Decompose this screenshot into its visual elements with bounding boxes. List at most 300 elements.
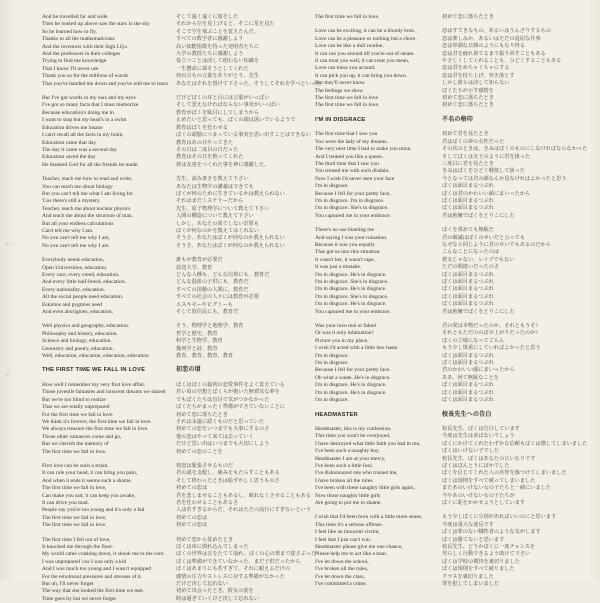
lyric-line: The feelings we show bbox=[315, 87, 364, 94]
lyric-line: The way that she looked the first time we met. bbox=[42, 588, 145, 595]
lyric-line: 科学と生物学、教育 bbox=[176, 338, 223, 345]
lyric-line: ぼくは面目まるつぶれ bbox=[442, 389, 494, 396]
lyric-line: 君はぼくの夢の女性だった bbox=[442, 138, 505, 145]
lyrics-stanza bbox=[176, 176, 304, 250]
lyric-line: The third time that I saw you bbox=[315, 160, 379, 167]
lyric-line: 今やあのいけない女の子たちが bbox=[442, 492, 515, 499]
lyric-line: No you can't tell me why I am, bbox=[42, 235, 110, 242]
lyric-line: 初めて恋に落ちたとき bbox=[176, 411, 228, 418]
song-title: HEADMASTER bbox=[315, 411, 358, 418]
lyric-line: もう少しぼくに分別があればいいのにと思います bbox=[442, 514, 557, 521]
lyric-line: We always treasure the first time we fall in love. bbox=[42, 426, 149, 433]
lyric-line: And saying I was your ruination. bbox=[315, 234, 388, 241]
lyric-line: 校長先生、ぼくはあなたの言いなりです bbox=[442, 455, 536, 462]
lyric-line: Oh what a waste. He's in disgrace. bbox=[315, 374, 391, 381]
lyric-line: 校長先生、どうかぼくに一度チャンスを bbox=[442, 544, 536, 550]
lyric-line: ただの間違いだったのさ bbox=[442, 264, 500, 271]
lyric-line: I'm in disgrace. He's in disgrace. bbox=[315, 301, 387, 308]
lyrics-stanza bbox=[176, 536, 317, 603]
lyric-line: 若い頃の空想とぼくらが抱いた無邪気な夢を bbox=[176, 389, 280, 396]
lyrics-stanza bbox=[176, 323, 304, 360]
lyric-line: My world came crashing down, it shook me to the core. bbox=[42, 551, 165, 558]
lyric-line: すべての国籍の人間に、教育だ bbox=[176, 286, 249, 293]
lyric-line: どんな人種も、どんな信仰にも、教育だ bbox=[176, 272, 270, 278]
lyric-line: Every race, every creed, education. bbox=[42, 272, 120, 278]
lyric-line: Are going to put me to shame. bbox=[315, 499, 382, 506]
lyric-line: 初めて恋から覚めたとき bbox=[176, 536, 234, 543]
lyrics-stanza bbox=[442, 426, 592, 507]
lyric-line: 初めて恋に落ちたとき bbox=[442, 95, 494, 102]
lyric-line: ぼくは君のかわいい顔にまいったから bbox=[442, 190, 531, 197]
lyric-line: 時は過ぎていくけど決して忘れない bbox=[176, 595, 260, 602]
lyric-line: 哲学と歴史、教育 bbox=[176, 330, 218, 337]
lyric-line: そうさ、あなたはぼくが何なのか教えられない bbox=[176, 242, 285, 249]
lyric-line: こんなことになったのは bbox=[442, 249, 500, 256]
lyric-line: It can rule your head, it can bring you pain, bbox=[42, 470, 138, 477]
lyric-line: 初めての恋をいつまでも大事にするのさ bbox=[176, 426, 270, 433]
lyric-line: It can treat you well, it can treat you mean, bbox=[315, 58, 410, 65]
lyric-line: ぼくは床に倒れ込んでしまった bbox=[176, 544, 249, 550]
lyric-line: That you've handed me down and you've told me to learn bbox=[42, 80, 169, 87]
lyric-line: どんな混血の子供にも、教育だ bbox=[176, 279, 249, 286]
lyric-line: もう少し慎重にしていればよかったと思う bbox=[442, 345, 541, 352]
lyric-line: 誰もが教育が必要だ bbox=[176, 257, 223, 264]
lyric-line: 先生、読み書きを教えて下さい bbox=[176, 176, 249, 183]
lyric-line: すべての数学者に感謝しよう bbox=[176, 36, 244, 43]
lyric-line: The first time we fall in love, bbox=[42, 514, 107, 521]
lyric-line: But they'll never know bbox=[315, 80, 366, 87]
lyric-line: その次のときは、きみはぼくのものにしなければならなかった bbox=[442, 146, 588, 153]
lyric-line: ぼくに恥をかかせようとしています bbox=[442, 499, 526, 506]
lyrics-stanza bbox=[315, 131, 433, 220]
lyric-line: でもぼくたちは盲目で気がつかなかった bbox=[176, 396, 270, 403]
lyric-line: 先生、原子物理学について教えて下さい bbox=[176, 205, 270, 212]
lyric-line: Headmaster, this is my confession. bbox=[315, 425, 392, 432]
lyric-line: 君は抱擁でぼくをとりこにした bbox=[442, 308, 515, 315]
lyric-line: I'm in disgrace. He's in disgrace. bbox=[315, 286, 387, 293]
lyric-line: そして終わったときは恥ずかしく思うものさ bbox=[176, 477, 280, 484]
lyric-line: だけど決して忘れない bbox=[176, 581, 228, 588]
lyric-line: I'm in disgrace. He's in disgrace. bbox=[315, 389, 387, 396]
lyrics-stanza bbox=[42, 257, 170, 316]
lyric-line: Well physics and geography, education. bbox=[42, 323, 130, 330]
lyric-line: Teacher, teach me how to read and write, bbox=[42, 176, 133, 183]
lyric-line: But oh, I'll never forget bbox=[42, 581, 94, 588]
lyric-line: Thanks to all the mathematicians bbox=[42, 36, 115, 43]
lyric-line: 恋は君をめちゃくちゃにする bbox=[442, 65, 510, 72]
lyric-line: Teacher, teach me about nuclear physics bbox=[42, 205, 131, 212]
lyric-line: We think it's forever, the first time we fall in love. bbox=[42, 418, 152, 425]
lyric-line: I've broken all the rules, bbox=[315, 566, 369, 573]
lyric-line: Headmaster please give me one chance, bbox=[315, 544, 403, 550]
lyric-line: そして遠く遠くに旅をした bbox=[176, 14, 239, 20]
lyric-line: ぼくは面目まるつぶれ bbox=[442, 397, 494, 404]
lyric-line: 人は若すぎるからだ、それはただの流行にすぎないという bbox=[176, 507, 311, 514]
lyrics-stanza bbox=[42, 537, 170, 603]
lyrics-stanza bbox=[42, 463, 170, 530]
lyrics-stanza bbox=[442, 131, 592, 220]
lyric-line: But we cherish the memory of bbox=[42, 441, 109, 448]
lyric-line: I've committed a crime. bbox=[315, 581, 367, 588]
lyric-line: Can make you sad, it can keep you awake, bbox=[42, 492, 136, 499]
lyric-line: しかし、あなたの果てしない計算も bbox=[176, 220, 260, 227]
lyric-line: 感情の圧力やストレスに対する準備がなかった bbox=[176, 573, 285, 580]
lyric-line: Philosophy and history, education. bbox=[42, 330, 118, 337]
lyric-line: ぼくは面目まるつぶれ bbox=[442, 183, 494, 190]
lyric-line: And when it ends it seems such a shame. bbox=[42, 477, 132, 484]
lyric-line: The very next time I had to make you mine, bbox=[315, 146, 412, 153]
lyric-line: 止めたいと思っても、ぼくの頭は泳いでいるようで bbox=[176, 117, 296, 124]
lyric-line: そこで空を飛ぶことを覚えたんだ。 bbox=[176, 28, 260, 35]
lyrics-stanza bbox=[315, 227, 433, 316]
lyric-line: 初めて恋に落ちたとき bbox=[442, 14, 494, 20]
lyric-line: Headmaster I am at your mercy, bbox=[315, 455, 386, 462]
lyric-line: ぼくたちが示す感情を bbox=[442, 87, 494, 94]
lyric-line: Now those naughty little girls bbox=[315, 492, 381, 499]
lyrics-stanza bbox=[315, 426, 433, 507]
lyric-line: またあのいけない女の子たちと一緒にいました bbox=[442, 485, 551, 492]
lyric-line: You captured me in your embrace. bbox=[315, 308, 391, 315]
lyric-line: And every little half-breed, education. bbox=[42, 279, 126, 286]
lyric-line: ぼくは準備ができていなかった、まだ子供だったから bbox=[176, 558, 301, 565]
lyric-line: ああ、何て無駄なことを bbox=[442, 374, 499, 381]
lyric-line: I've been with these naughty little girls again, bbox=[315, 485, 415, 492]
lyric-line: He thanked God for all the friends he made. bbox=[42, 161, 139, 168]
lyrics-column-japanese-1 bbox=[176, 14, 322, 602]
song-title: THE FIRST TIME WE FALL IN LOVE bbox=[42, 367, 146, 374]
lyric-line: You were the lady of my dreams. bbox=[315, 138, 388, 145]
edge-mark: → bbox=[4, 241, 10, 247]
lyric-line: Love can mess you around. bbox=[315, 65, 376, 72]
lyric-line: 教育、教育、教育、教育 bbox=[176, 353, 234, 360]
lyric-line: I've been such a naughty boy. bbox=[315, 448, 380, 455]
lyric-line: ぼくは面目まるつぶれ bbox=[442, 293, 494, 300]
lyric-line: It was just a mistake. bbox=[315, 264, 362, 271]
lyric-line: 君は抱擁でぼくをとりこにした bbox=[442, 212, 515, 219]
lyric-line: Because I fell for your pretty face, bbox=[315, 190, 391, 197]
lyrics-stanza bbox=[42, 14, 170, 88]
lyric-line: その日は二度目の日だった bbox=[176, 146, 239, 153]
edge-mark: → bbox=[4, 371, 10, 377]
lyric-line: The first time we fall in love bbox=[315, 95, 378, 102]
lyric-line: そして覚えなければならない事実がいっぱい bbox=[176, 102, 280, 109]
lyric-line: 幾何学と詩、教育 bbox=[176, 345, 218, 352]
lyrics-stanza bbox=[442, 514, 592, 588]
lyric-line: I've let down the class, bbox=[315, 573, 366, 580]
lyric-line: ぼくが何のために生きているかは教えられない bbox=[176, 190, 285, 197]
lyric-line: 役立つことは決して使わない知識を bbox=[176, 58, 260, 65]
lyric-line: You treated me with such disdain. bbox=[315, 168, 390, 175]
lyric-line: ぼくたちがまったく準備ができていないことに bbox=[176, 404, 285, 411]
lyric-line: The day it came was a second day bbox=[42, 146, 117, 153]
lyric-line: How well I remember my very first love affair. bbox=[42, 381, 146, 388]
lyric-line: And he travelled far and wide bbox=[42, 14, 108, 20]
lyric-line: 教育はあの日やってきた bbox=[176, 139, 234, 146]
lyric-line: First love can be such a strain. bbox=[42, 462, 109, 469]
lyric-line: 教育はぼくを狂わせる bbox=[176, 124, 228, 131]
lyric-line: All the social people need education. bbox=[42, 294, 124, 301]
lyric-line: ぼくは面目まるつぶれ bbox=[442, 271, 494, 278]
lyric-line: There's no use blaming me bbox=[315, 227, 375, 234]
lyric-line: ぼくは勝てないと思います bbox=[442, 536, 505, 543]
lyric-line: I wish I'd acted with a little less haste. bbox=[315, 345, 399, 352]
lyric-line: Love can be a pleasure or nothing but a chore. bbox=[315, 35, 417, 42]
lyric-line: 大学の教授たちに感謝しよう bbox=[176, 51, 244, 58]
lyric-line: So he learned how to fly. bbox=[42, 28, 97, 35]
lyric-line: I have destroyed what little faith you had in me, bbox=[315, 440, 421, 447]
lyric-line: そう、物理学と地理学、教育 bbox=[176, 323, 244, 330]
lyrics-stanza bbox=[176, 462, 311, 530]
lyrics-stanza bbox=[315, 28, 433, 109]
lyric-line: Was your love real or faked bbox=[315, 323, 376, 330]
lyric-line: 人間の構造について教えて下さい bbox=[176, 213, 254, 220]
lyric-line: I'm in disgrace. She's in disgrace. bbox=[315, 205, 389, 212]
lyric-line: Well, education, education, education, education bbox=[42, 353, 149, 360]
lyric-line: I feel like an innocent victim, bbox=[315, 529, 380, 536]
lyric-line: エスキモーやピグミーも bbox=[176, 301, 233, 308]
lyric-line: 今となっては君の顔なんか見なければよかったと思う bbox=[442, 175, 567, 182]
lyric-line: But all your endless calculations bbox=[42, 220, 114, 227]
lyrics-column-japanese-2 bbox=[442, 14, 592, 588]
lyric-line: そしてぼくは女王のように君を扱った bbox=[442, 153, 531, 160]
lyric-line: I'm in disgrace. I'm in disgrace. bbox=[315, 197, 385, 204]
lyric-line: それから空を見上げると、そこに星を見た bbox=[176, 21, 275, 28]
lyric-line: And the professors in their colleges bbox=[42, 51, 121, 58]
lyric-line: For the first time we fall in love. bbox=[42, 411, 114, 418]
lyric-line: Every nationality, education. bbox=[42, 286, 106, 293]
lyric-line: I want to stop but my head's in a swim bbox=[42, 117, 127, 124]
lyric-line: ぼくは面目まるつぶれ bbox=[442, 286, 494, 293]
lyric-line: No you can't tell me why I am. bbox=[42, 242, 110, 249]
lyric-line: I'm in disgrace. She's in disgrace. bbox=[315, 279, 389, 285]
lyric-line: ぼくは学校の期待を裏切りました bbox=[442, 558, 520, 565]
lyric-line: And I treated you like a queen. bbox=[315, 153, 383, 160]
lyrics-stanza bbox=[176, 382, 304, 456]
lyric-line: That I know I'll never use bbox=[42, 65, 99, 72]
lyric-line: 放送大学、教育 bbox=[176, 264, 213, 271]
lyric-line: 恋は君を持ち上げ、突き落とす bbox=[442, 72, 515, 79]
lyric-line: ぼくの立場になってごらん bbox=[442, 337, 505, 344]
lyric-line: I've been such a little fool. bbox=[315, 462, 374, 469]
lyric-line: ぼくを責めても無駄だ bbox=[442, 227, 494, 234]
lyric-line: ぼくは面目まるつぶれ bbox=[442, 382, 494, 389]
lyric-line: Please help me to act like a man. bbox=[315, 551, 388, 558]
lyric-line: The first time we fall in love. bbox=[315, 14, 380, 20]
lyric-line: ぼくはほんとうにばかでした bbox=[442, 462, 510, 469]
lyric-line: 他の恋はやって来ては去っていく bbox=[176, 433, 254, 440]
lyric-line: 男らしく行動できるよう助けて下さい bbox=[442, 551, 531, 558]
lyric-line: For the emotional pressures and stresses of it. bbox=[42, 573, 143, 580]
lyric-line: なぜなら同じように君のせいでもあるのだから bbox=[442, 241, 551, 248]
lyric-line: The first time we fall in love. bbox=[42, 448, 107, 455]
lyric-line: 恋は楽しみか、あるいはただの退屈な仕事 bbox=[442, 35, 541, 42]
lyric-line: ぼくはいけない子でした bbox=[442, 448, 500, 455]
lyric-line: Because I fell for your pretty face. bbox=[315, 367, 391, 374]
lyric-line: I have broken all the rules. bbox=[315, 477, 374, 484]
lyric-line: I'm in disgrace. She's in disgrace. bbox=[315, 293, 389, 300]
lyric-line: 初めての恋は bbox=[176, 522, 208, 529]
lyric-line: Because education's doing me in bbox=[42, 109, 114, 116]
lyrics-column-english-1 bbox=[42, 14, 170, 602]
lyric-line: 彼女じゃない、レイプでもない bbox=[442, 256, 515, 263]
lyric-line: Trying to find me knowledge bbox=[42, 58, 107, 65]
lyric-line: 何百万もの言葉をありがとう、先生 bbox=[176, 73, 260, 80]
lyric-line: I've let down the school, bbox=[315, 558, 369, 565]
lyric-line: 校長先生、ぼくは告白しています bbox=[442, 425, 520, 432]
lyric-line: You can teach me about biology bbox=[42, 183, 113, 190]
lyric-line: ぼくは面目まるつぶれ bbox=[442, 197, 494, 204]
lyric-line: It knocked me through the floor. bbox=[42, 544, 114, 550]
lyric-line: それはまだミステリーだから bbox=[176, 198, 244, 205]
lyric-line: 君のかわいい顔にまいったから bbox=[442, 367, 515, 374]
lyric-line: But we're too blind to realize bbox=[42, 396, 106, 403]
lyric-line: Thank you so for the millions of words bbox=[42, 73, 129, 80]
lyric-line: Geometry and poetry, education. bbox=[42, 345, 114, 352]
lyric-line: 初めて君を見たとき bbox=[442, 131, 489, 138]
lyrics-column-english-2 bbox=[315, 14, 433, 588]
lyric-line: Because it was you equally bbox=[315, 241, 375, 248]
lyric-line: ぼくは規則をすべて破ってしまいました bbox=[442, 477, 536, 484]
lyric-line: クラスを裏切りました bbox=[442, 573, 494, 580]
lyric-line: 教育はその日を救ってくれた bbox=[176, 154, 244, 161]
lyric-line: 初めての恋は bbox=[176, 514, 208, 521]
lyric-line: Education drives me insane bbox=[42, 124, 103, 131]
lyric-line: そして原住民にも、教育だ bbox=[176, 309, 239, 316]
lyrics-stanza bbox=[442, 28, 592, 109]
lyric-line: I'm in disgrace. bbox=[315, 360, 349, 367]
lyric-line: 一生懸命に探そうとしてくれた bbox=[176, 65, 249, 72]
lyric-line: Love can be like a dull routine, bbox=[315, 43, 384, 50]
lyric-line: That got us into this situation. bbox=[315, 249, 381, 256]
lyric-line: 今度は先生は喜ばないでしょう bbox=[442, 433, 515, 440]
lyric-line: Those other romances come and go, bbox=[42, 433, 122, 440]
lyric-line: Those juvenile fantasies and innocent dreams we shared bbox=[42, 389, 166, 396]
lyric-line: Love can be exciting, it can be a bloody bore. bbox=[315, 28, 416, 35]
lyric-line: Time goes by but we never forget bbox=[42, 595, 116, 602]
lyric-line: Then he looked up above saw the stars in the sky bbox=[42, 21, 150, 28]
lyric-line: I'm in disgrace. bbox=[315, 352, 349, 359]
lyric-line: 君の愛は本物だったのか、それともうそ? bbox=[442, 323, 538, 330]
lyric-line: ぼくにかけてくれたわずかな信頼もぼくは壊してしまいました bbox=[442, 440, 588, 447]
lyric-line: People say you're too young and it's only a fad bbox=[42, 507, 145, 514]
lyric-line: But I've got words in my ears and my eyes bbox=[42, 95, 136, 102]
song-title: 不名の格印 bbox=[442, 116, 474, 123]
lyric-line: And even aborigines, education. bbox=[42, 309, 114, 316]
lyric-line: And teach me about the structure of man, bbox=[42, 213, 134, 220]
lyrics-stanza bbox=[315, 14, 433, 21]
lyric-line: Or was it only infatuation? bbox=[315, 330, 374, 337]
lyric-line: It wasn't her, it wasn't rape, bbox=[315, 256, 375, 263]
lyric-line: Eskimos and pygmies need bbox=[42, 301, 103, 308]
lyric-line: ぼくを信じてくれた人の名誉を傷つけてしまいました bbox=[442, 470, 567, 477]
lyric-line: ぼくはあまりにも若すぎて、それに耐えるだけの bbox=[176, 566, 291, 573]
lyrics-stanza bbox=[442, 227, 592, 316]
lyric-line: 恋は単調な日課のようにもなり得る bbox=[442, 43, 526, 50]
lyric-line: Science and biology, education. bbox=[42, 338, 112, 345]
lyric-line: 初めて出会ったとき、彼女の姿を bbox=[176, 588, 254, 595]
lyric-line: Education saved the day bbox=[42, 154, 96, 161]
lyrics-stanza bbox=[42, 323, 170, 360]
lyric-line: This time you won't be overjoyed, bbox=[315, 433, 391, 440]
lyric-line: ぼくは面目まるつぶれ bbox=[442, 279, 494, 285]
lyric-line: I'm in disgrace. He's in disgrace. bbox=[315, 271, 387, 278]
lyric-line: 君の頭を支配し、痛みをもたらすこともある bbox=[176, 470, 280, 477]
lyric-line: The first time we fall in love, bbox=[42, 485, 107, 492]
lyrics-stanza bbox=[42, 176, 170, 250]
lyric-line: It can pick you up, it can bring you down. bbox=[315, 72, 408, 79]
lyric-line: This time it's a serious offense. bbox=[315, 521, 384, 528]
lyric-line: それは永遠に続くものだと思っていた bbox=[176, 418, 265, 425]
lyric-line: And the inventors with their high I.Q.s bbox=[42, 43, 128, 50]
lyrics-stanza bbox=[42, 95, 170, 169]
lyric-line: Now I wish I'd never seen your face bbox=[315, 175, 395, 182]
lyric-line: That we are totally unprepared bbox=[42, 404, 110, 411]
lyric-line: 君を狂わせることもあるさ bbox=[176, 499, 239, 506]
lyrics-stanza bbox=[176, 95, 311, 169]
lyric-line: 高い知能指数を持った発明者たちに bbox=[176, 43, 260, 50]
lyrics-stanza bbox=[176, 257, 304, 316]
lyric-line: そうさ、あなたはぼくが何なのか教えられない bbox=[176, 235, 285, 242]
lyric-line: 初めて恋に落ちたとき bbox=[442, 102, 494, 109]
lyrics-stanza bbox=[442, 14, 592, 21]
lyric-line: The first time we fall in love. bbox=[42, 522, 107, 529]
song-title: I'M IN DISGRACE bbox=[315, 116, 366, 123]
lyric-line: やさしくしてくれることも、ひどくすることもある bbox=[442, 58, 562, 65]
lyric-line: きみはぼくをひどく軽蔑して扱った bbox=[442, 168, 526, 175]
lyric-line: すべての社会の人々には教育が必要 bbox=[176, 294, 259, 301]
lyric-line: Open Universities, education. bbox=[42, 264, 108, 271]
lyric-line: Picture you in my place, bbox=[315, 337, 369, 344]
lyric-line: だけど思い出はいつまでも大切にしよう bbox=[176, 441, 270, 448]
lyric-line: 罪を犯してしまいました bbox=[442, 581, 500, 588]
lyric-line: I'm in disgrace. bbox=[315, 183, 349, 190]
lyric-line: It can drive you mad. bbox=[42, 499, 89, 506]
lyric-line: I can't recall all the facts in my brain, bbox=[42, 132, 124, 139]
song-title: 初恋の頃 bbox=[176, 367, 201, 374]
lyric-line: 恋はすてきなもの、あるいはうんざりするもの bbox=[442, 28, 551, 35]
lyric-line: 初めての恋は bbox=[176, 485, 208, 492]
lyric-line: 彼は友達をつくれた事を神に感謝した。 bbox=[176, 161, 270, 168]
lyric-line: だけどぼくの耳と目には言葉がいっぱい bbox=[176, 95, 270, 102]
lyric-line: I feel that I just can't win. bbox=[315, 536, 372, 543]
lyric-line: The first time that I saw you bbox=[315, 131, 378, 138]
lyric-line: I'm in disgrace. He's in disgrace. bbox=[315, 382, 387, 389]
lyric-line: You captured me in your embrace. bbox=[315, 212, 391, 219]
lyric-line: 初めての恋のことを bbox=[176, 448, 223, 455]
lyrics-stanza bbox=[315, 323, 433, 404]
lyrics-stanza bbox=[176, 14, 322, 88]
lyric-line: あなたは生物学の講義はできても bbox=[176, 183, 254, 190]
lyric-line: ぼくは面目まるつぶれ bbox=[442, 301, 494, 308]
lyric-line: Education came that day bbox=[42, 139, 97, 146]
lyric-line: But you can't tell me what I am living for bbox=[42, 190, 133, 197]
lyric-line: ぼくは規則をすべて破りました bbox=[442, 566, 515, 573]
lyric-line: ぼくが何なのかを教えてはくれない bbox=[176, 227, 260, 234]
lyrics-stanza bbox=[442, 323, 592, 404]
lyric-line: 今度は重大な違反です bbox=[442, 521, 494, 528]
lyric-line: ぼくの頭脳につまっている事実を思い出すことはできない bbox=[176, 132, 311, 139]
lyrics-stanza bbox=[315, 514, 433, 588]
lyric-line: I've got so many facts that I must memorize bbox=[42, 102, 139, 109]
lyric-line: ぼくの世界は音をたてて崩れ、ぼくの心の奥まで揺さぶった bbox=[176, 551, 317, 558]
lyrics-stanza bbox=[42, 382, 170, 456]
lyric-line: I was unprepared 'cos I was only a kid bbox=[42, 558, 127, 565]
lyric-line: It can run you around till you're out of steam. bbox=[315, 50, 415, 57]
lyric-line: I'm in disgrace. bbox=[315, 397, 349, 404]
lyric-line: ぼくは面目まるつぶれ bbox=[442, 352, 494, 359]
lyric-line: Everybody needs education, bbox=[42, 257, 105, 264]
song-title: 校長先生への告白 bbox=[442, 411, 492, 418]
